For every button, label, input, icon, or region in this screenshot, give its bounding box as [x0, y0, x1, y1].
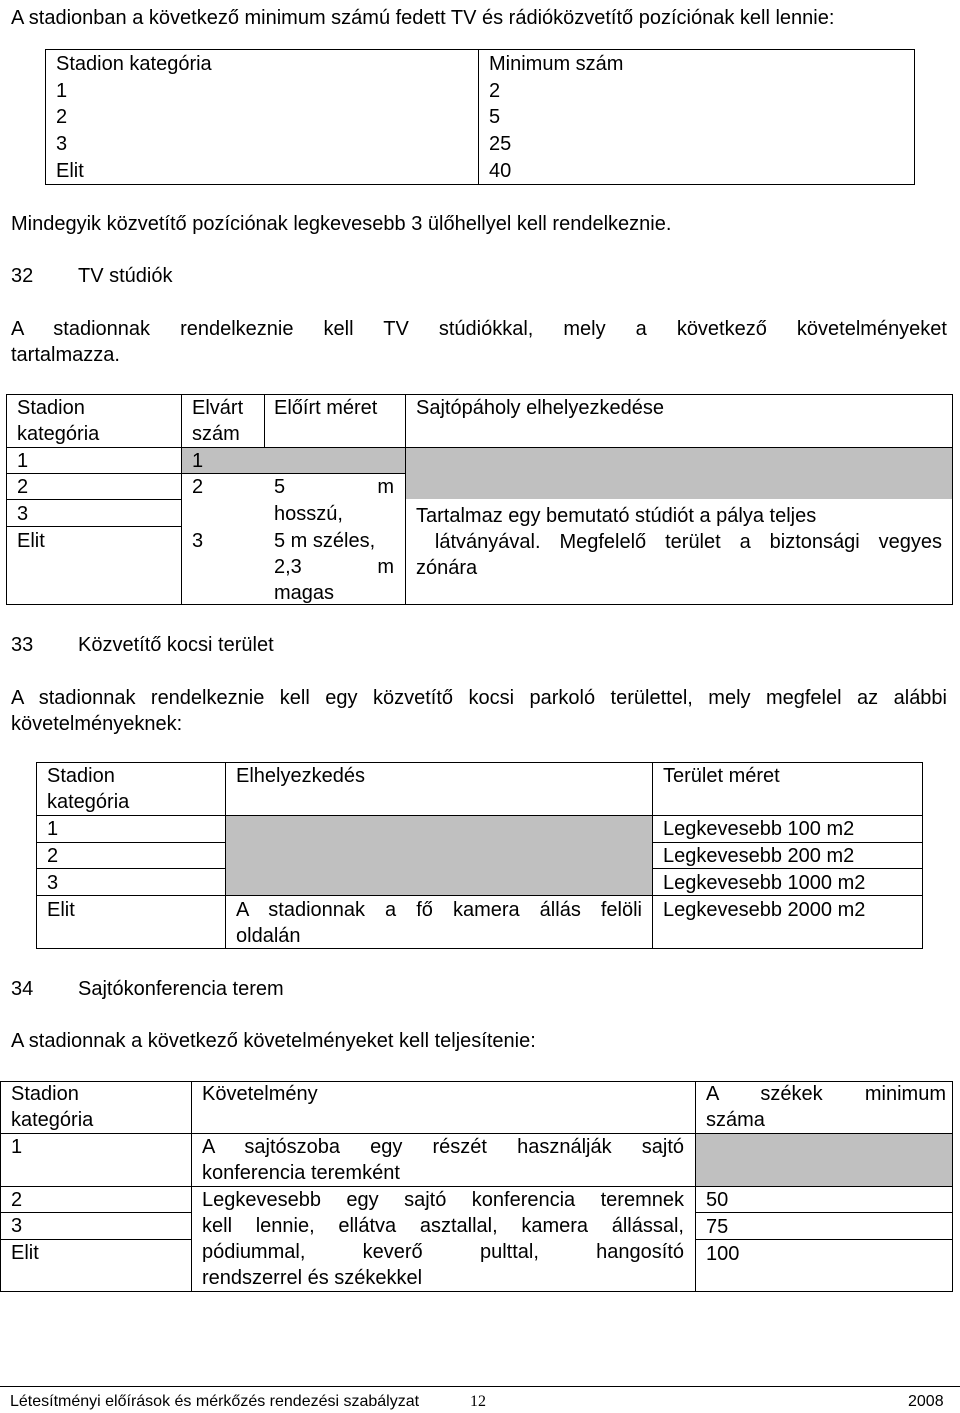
table-cell: 3 [47, 872, 59, 894]
table-cell: 2 [56, 106, 68, 128]
paragraph-text: A stadionnak a következő követelményeket kell teljesítenie: [11, 1030, 536, 1052]
table-cell: Legkevesebb egy sajtó konferencia teremnek [202, 1189, 684, 1211]
table-header-size: Előírt méret [274, 397, 378, 419]
size-line: magas [274, 582, 335, 604]
table-cell: 3 [17, 503, 29, 525]
footer-year: 2008 [908, 1393, 944, 1410]
table-cell: 1 [47, 818, 59, 840]
paragraph-line: A stadionnak rendelkeznie kell TV stúdiókkal, mely a következő követelményeket [11, 318, 947, 340]
section-title: Sajtókonferencia terem [78, 978, 284, 1000]
shaded-cell [406, 447, 952, 499]
table-cell: 40 [489, 160, 512, 182]
table-header-requirement: Követelmény [202, 1083, 318, 1105]
table-header-seats: száma [706, 1109, 765, 1131]
section-number: 34 [11, 978, 34, 1000]
table-cell: 1 [17, 450, 29, 472]
table-cell: 75 [706, 1216, 729, 1238]
table-cell: 3 [56, 133, 68, 155]
table-cell: A stadionnak a fő kamera állás felöli [236, 899, 642, 921]
table-cell: 1 [56, 80, 68, 102]
size-line: 5 m széles, [274, 530, 376, 552]
shaded-cell [695, 1133, 952, 1186]
table-header-location: Sajtópáholy elhelyezkedése [416, 397, 664, 419]
table-cell: 2 [17, 476, 29, 498]
table-cell: kell lennie, ellátva asztallal, kamera állással, [202, 1215, 684, 1237]
table-header-category: Stadion [11, 1083, 79, 1105]
table-header-seats: A székek minimum [706, 1083, 946, 1105]
table-cell: 2 [489, 80, 501, 102]
seats-note: Mindegyik közvetítő pozíciónak legkevesebb 3 ülőhellyel kell rendelkeznie. [11, 213, 672, 235]
table-cell: oldalán [236, 925, 301, 947]
table-cell: 1 [11, 1136, 23, 1158]
paragraph-line: A stadionnak rendelkeznie kell egy közvetítő kocsi parkoló területtel, mely megfelel az alábbi [11, 687, 947, 709]
table-cell: Elit [17, 530, 45, 552]
table-cell: Elit [11, 1242, 39, 1264]
table-header-category: Stadion [17, 397, 85, 419]
paragraph-line: tartalmazza. [11, 344, 120, 366]
table-header-area: Terület méret [663, 765, 780, 787]
table-cell: 2 [47, 845, 59, 867]
section-number: 33 [11, 634, 34, 656]
table-header-expected: szám [192, 423, 240, 445]
table-cell: 1 [192, 450, 204, 472]
table-cell: Elit [47, 899, 75, 921]
table-cell: Legkevesebb 200 m2 [663, 845, 855, 867]
table-cell: rendszerrel és székekkel [202, 1267, 423, 1289]
size-line: hosszú, [274, 503, 343, 525]
table-header-minimum: Minimum szám [489, 53, 624, 75]
table-cell: Legkevesebb 2000 m2 [663, 899, 866, 921]
table-cell: 25 [489, 133, 512, 155]
table-cell: 3 [11, 1215, 23, 1237]
section-number: 32 [11, 265, 34, 287]
table-cell: A sajtószoba egy részét használják sajtó [202, 1136, 684, 1158]
table-cell: 5 [489, 106, 501, 128]
location-line: Tartalmaz egy bemutató stúdiót a pálya teljes [416, 505, 817, 527]
footer-title: Létesítményi előírások és mérkőzés rendezési szabályzat [10, 1393, 420, 1410]
location-line: látványával. Megfelelő terület a biztonsági vegyes [416, 531, 942, 553]
table-cell: 2 [11, 1189, 23, 1211]
paragraph-line: követelményeknek: [11, 713, 183, 735]
table-cell: 50 [706, 1189, 729, 1211]
table-cell: Elit [56, 160, 84, 182]
shaded-cell [181, 447, 405, 473]
location-line: zónára [416, 557, 478, 579]
table-cell: Legkevesebb 100 m2 [663, 818, 855, 840]
section-title: TV stúdiók [78, 265, 173, 287]
page-number: 12 [470, 1393, 486, 1410]
table-header-expected: Elvárt [192, 397, 244, 419]
table-header-category: kategória [47, 791, 130, 813]
table-header-category: kategória [11, 1109, 94, 1131]
table-header-location: Elhelyezkedés [236, 765, 365, 787]
table-header-category: Stadion [47, 765, 115, 787]
table-header-category: kategória [17, 423, 100, 445]
size-line: 5 m [274, 476, 394, 498]
size-line: 2,3 m [274, 556, 394, 578]
table-header-category: Stadion kategória [56, 53, 212, 75]
table-cell: 2 [192, 476, 204, 498]
table-cell: Legkevesebb 1000 m2 [663, 872, 866, 894]
table-cell: 3 [192, 530, 204, 552]
shaded-cell [225, 815, 652, 895]
section-title: Közvetítő kocsi terület [78, 634, 274, 656]
intro-text: A stadionban a következő minimum számú fedett TV és rádióközvetítő pozíciónak kell lennie: [11, 7, 835, 29]
table-cell: pódiummal, keverő pulttal, hangosító [202, 1241, 684, 1263]
table-cell: konferencia teremként [202, 1162, 400, 1184]
table-cell: 100 [706, 1243, 740, 1265]
